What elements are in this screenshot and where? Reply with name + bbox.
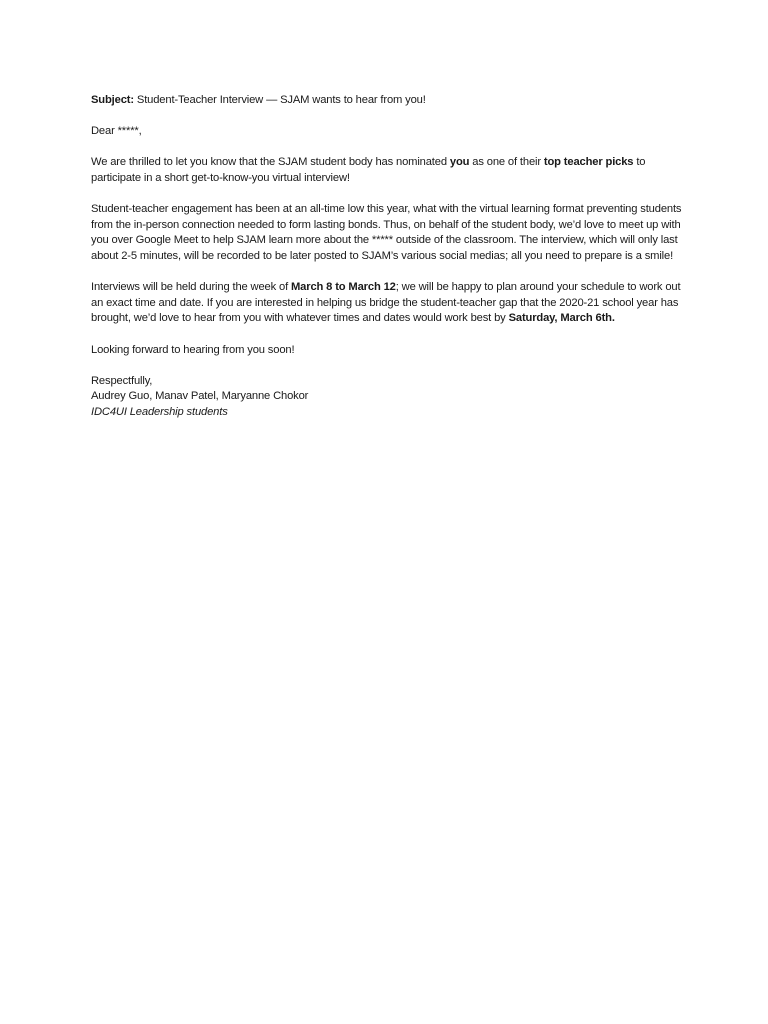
para1-bold-you: you xyxy=(449,156,470,169)
para1-text-3: to participate in a short get-to-know-you virtual interview! xyxy=(91,156,646,184)
para1-text-2: as one of their xyxy=(469,156,544,169)
signers-role-text: IDC4UI Leadership students xyxy=(91,405,228,418)
subject-text: Student-Teacher Interview — SJAM wants to hear from you! xyxy=(133,94,426,106)
subject-line xyxy=(91,93,691,109)
email-letter xyxy=(91,93,691,420)
para3-text-2: ; we will be happy to plan around your schedule to work out an exact time and date. If you are interested in helping us bridge the student-teacher gap that the 2020-21 school year has brought, we’d love to hear from you with whatever times and dates would work best by xyxy=(91,281,681,325)
paragraph-schedule xyxy=(91,280,691,327)
signers-role xyxy=(91,405,691,421)
para3-text-1: Interviews will be held during the week of xyxy=(91,281,292,294)
para3-bold-deadline: Saturday, March 6th. xyxy=(508,312,615,325)
paragraph-engagement: Student-teacher engagement has been at an all-time low this year, what with the virtual learning format preventing students from the in-person connection needed to form lasting bonds. Thus, on behalf of the student body, we’d love to meet up with you over Google Meet to help SJAM learn more about the ***** outside of the classroom. The interview, which will only last about 2-5 minutes, will be recorded to be later posted to SJAM’s various social medias; all you need to prepare is a smile! xyxy=(91,203,682,262)
greeting: Dear *****, xyxy=(91,125,142,138)
para1-text-1: We are thrilled to let you know that the SJAM student body has nominated xyxy=(91,156,450,169)
signers-names: Audrey Guo, Manav Patel, Maryanne Chokor xyxy=(91,390,309,403)
para3-bold-dates: March 8 to March 12 xyxy=(291,281,396,294)
subject-label: Subject: xyxy=(91,94,134,106)
signoff: Respectfully, xyxy=(91,374,153,387)
paragraph-nomination xyxy=(91,155,691,186)
closing-line: Looking forward to hearing from you soon! xyxy=(91,343,295,356)
para1-bold-top-teacher-picks: top teacher picks xyxy=(543,156,634,169)
